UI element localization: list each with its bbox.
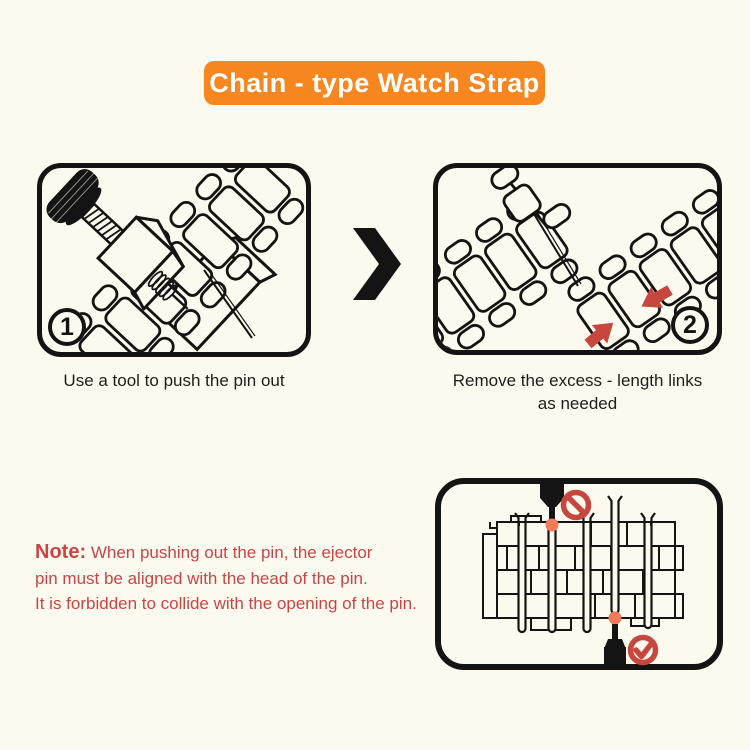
contact-dot-bottom	[609, 612, 622, 625]
note-line-1: Note: When pushing out the pin, the ejector	[35, 541, 373, 563]
step2-number-badge	[671, 306, 709, 344]
step1-number-badge	[48, 308, 86, 346]
title-banner: Chain - type Watch Strap	[204, 61, 545, 105]
step2-panel	[433, 163, 722, 355]
chevron-right-icon	[351, 228, 403, 300]
note-label: Note:	[35, 541, 87, 563]
step1-number: 1	[60, 312, 74, 341]
note-line-3: It is forbidden to collide with the opening of the pin.	[35, 594, 417, 613]
step2-caption-text: Remove the excess - length links as needed	[452, 371, 703, 413]
step1-caption: Use a tool to push the pin out	[63, 371, 285, 390]
contact-dot-top	[546, 519, 559, 532]
step1-panel	[37, 163, 311, 357]
step2-number: 2	[683, 310, 697, 339]
pin-alignment-detail-panel	[435, 478, 723, 670]
note-line-2: pin must be aligned with the head of the pin.	[35, 568, 368, 588]
step2-caption	[433, 369, 722, 415]
pin-alignment-illustration	[435, 478, 723, 670]
note-text	[35, 540, 465, 617]
